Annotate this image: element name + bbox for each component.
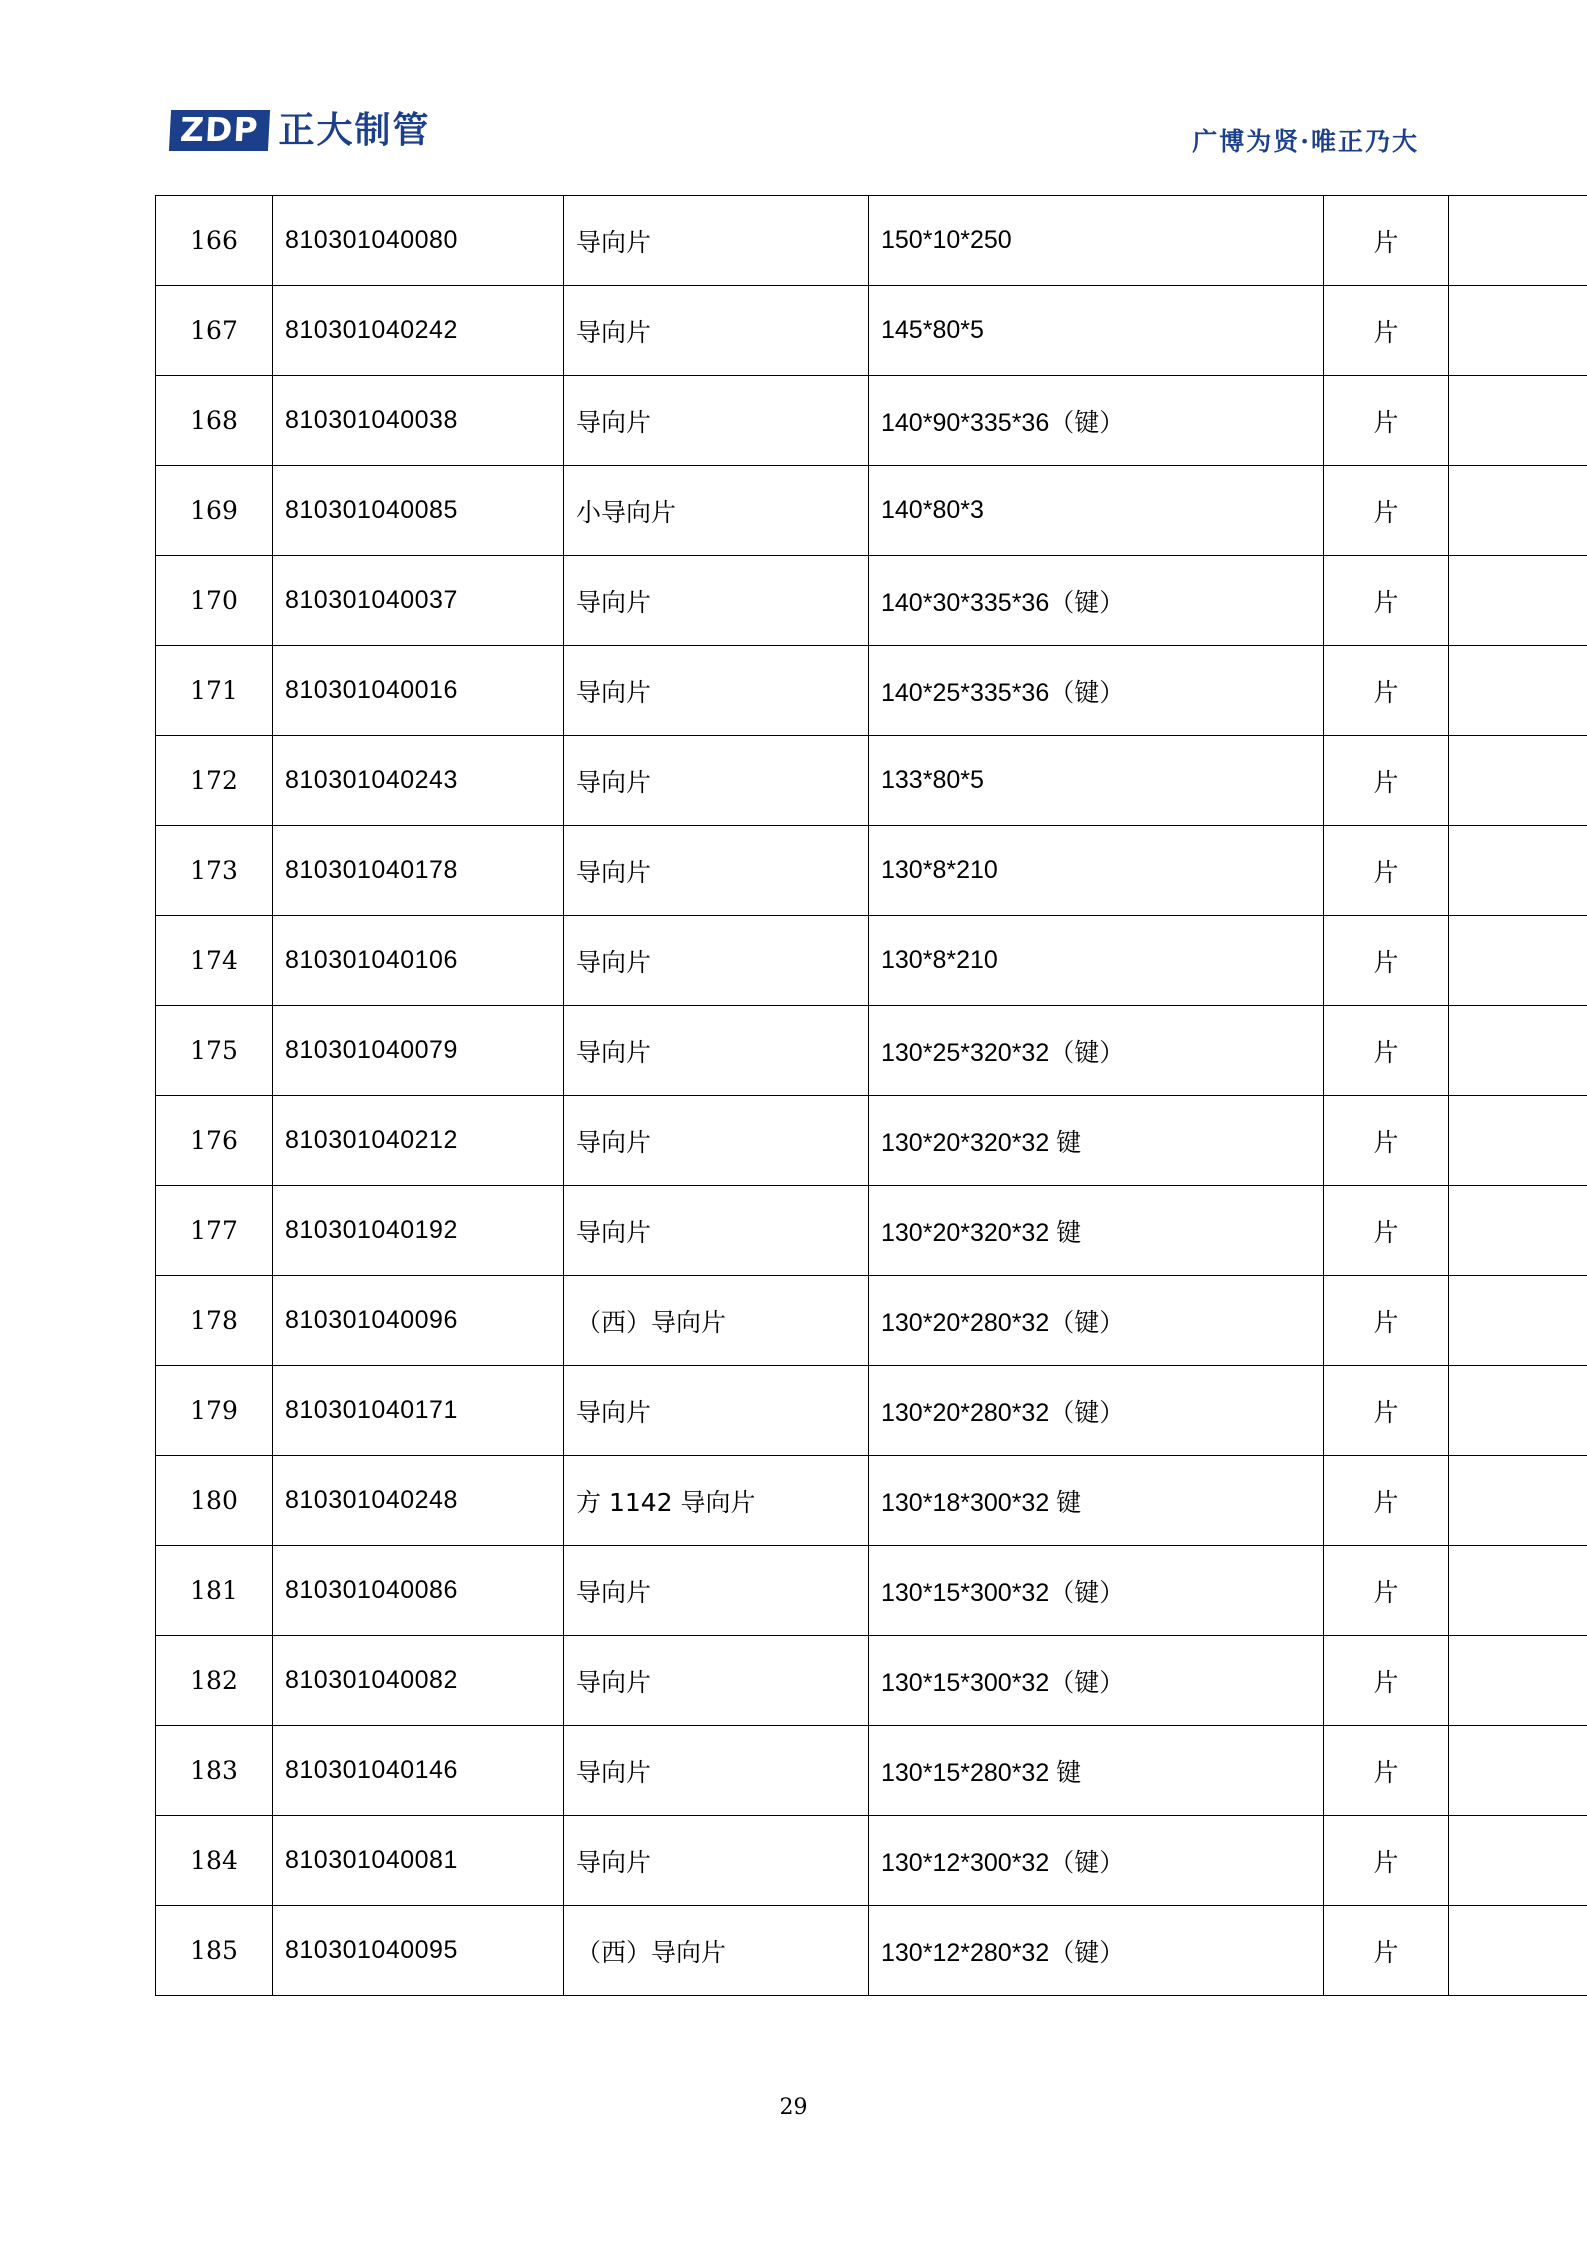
- cell-remark: [1449, 1456, 1587, 1546]
- cell-row-number: 183: [156, 1726, 273, 1816]
- table-row: [156, 1816, 1587, 1906]
- cell-remark: [1449, 1186, 1587, 1276]
- cell-row-number: 182: [156, 1636, 273, 1726]
- table-row: [156, 1276, 1587, 1366]
- cell-remark: [1449, 826, 1587, 916]
- cell-row-number: 174: [156, 916, 273, 1006]
- cell-material-code: 810301040079: [273, 1006, 564, 1096]
- cell-specification: 130*8*210: [869, 916, 1324, 1006]
- cell-specification: 145*80*5: [869, 286, 1324, 376]
- cell-remark: [1449, 646, 1587, 736]
- cell-part-name: 方 1142 导向片: [564, 1456, 869, 1546]
- cell-part-name: 导向片: [564, 826, 869, 916]
- cell-specification: 130*20*320*32 键: [869, 1186, 1324, 1276]
- table-row: [156, 1726, 1587, 1816]
- cell-specification: 130*25*320*32（键）: [869, 1006, 1324, 1096]
- cell-part-name: 导向片: [564, 286, 869, 376]
- cell-specification: 140*90*335*36（键）: [869, 376, 1324, 466]
- cell-remark: [1449, 1096, 1587, 1186]
- table-row: [156, 1906, 1587, 1996]
- cell-material-code: 810301040037: [273, 556, 564, 646]
- cell-row-number: 166: [156, 196, 273, 286]
- cell-specification: 130*12*300*32（键）: [869, 1816, 1324, 1906]
- cell-part-name: 导向片: [564, 556, 869, 646]
- cell-unit: 片: [1324, 1186, 1449, 1276]
- cell-specification: 130*8*210: [869, 826, 1324, 916]
- page-header: [0, 110, 1587, 180]
- cell-unit: 片: [1324, 1456, 1449, 1546]
- cell-part-name: 导向片: [564, 1726, 869, 1816]
- cell-material-code: 810301040080: [273, 196, 564, 286]
- cell-part-name: 导向片: [564, 1816, 869, 1906]
- cell-part-name: 导向片: [564, 916, 869, 1006]
- cell-unit: 片: [1324, 1726, 1449, 1816]
- cell-part-name: （西）导向片: [564, 1906, 869, 1996]
- cell-unit: 片: [1324, 1636, 1449, 1726]
- cell-remark: [1449, 196, 1587, 286]
- cell-material-code: 810301040038: [273, 376, 564, 466]
- cell-unit: 片: [1324, 736, 1449, 826]
- cell-unit: 片: [1324, 916, 1449, 1006]
- page-footer: [0, 2095, 1587, 2120]
- cell-remark: [1449, 1726, 1587, 1816]
- cell-part-name: 小导向片: [564, 466, 869, 556]
- cell-material-code: 810301040082: [273, 1636, 564, 1726]
- cell-unit: 片: [1324, 1546, 1449, 1636]
- cell-specification: 140*30*335*36（键）: [869, 556, 1324, 646]
- cell-specification: 130*12*280*32（键）: [869, 1906, 1324, 1996]
- cell-row-number: 178: [156, 1276, 273, 1366]
- cell-part-name: 导向片: [564, 376, 869, 466]
- cell-unit: 片: [1324, 1906, 1449, 1996]
- cell-remark: [1449, 736, 1587, 826]
- cell-part-name: 导向片: [564, 1636, 869, 1726]
- cell-material-code: 810301040096: [273, 1276, 564, 1366]
- parts-table: [155, 195, 1587, 1996]
- cell-row-number: 181: [156, 1546, 273, 1636]
- cell-unit: 片: [1324, 1006, 1449, 1096]
- logo-company-name: 正大制管: [278, 109, 431, 151]
- cell-specification: 150*10*250: [869, 196, 1324, 286]
- cell-row-number: 175: [156, 1006, 273, 1096]
- table-row: [156, 1636, 1587, 1726]
- cell-remark: [1449, 1636, 1587, 1726]
- cell-row-number: 184: [156, 1816, 273, 1906]
- cell-remark: [1449, 286, 1587, 376]
- cell-material-code: 810301040086: [273, 1546, 564, 1636]
- cell-material-code: 810301040146: [273, 1726, 564, 1816]
- cell-remark: [1449, 1006, 1587, 1096]
- table-row: [156, 1456, 1587, 1546]
- cell-remark: [1449, 466, 1587, 556]
- cell-row-number: 170: [156, 556, 273, 646]
- cell-part-name: 导向片: [564, 646, 869, 736]
- table-row: [156, 1366, 1587, 1456]
- cell-part-name: 导向片: [564, 1096, 869, 1186]
- cell-unit: 片: [1324, 1366, 1449, 1456]
- cell-row-number: 168: [156, 376, 273, 466]
- cell-specification: 130*15*300*32（键）: [869, 1546, 1324, 1636]
- company-slogan: 广博为贤·唯正乃大: [1192, 127, 1419, 156]
- cell-unit: 片: [1324, 646, 1449, 736]
- cell-specification: 140*80*3: [869, 466, 1324, 556]
- cell-material-code: 810301040106: [273, 916, 564, 1006]
- parts-table-body: [156, 196, 1587, 1996]
- cell-unit: 片: [1324, 466, 1449, 556]
- cell-specification: 130*15*280*32 键: [869, 1726, 1324, 1816]
- cell-remark: [1449, 1816, 1587, 1906]
- cell-part-name: （西）导向片: [564, 1276, 869, 1366]
- cell-unit: 片: [1324, 196, 1449, 286]
- cell-material-code: 810301040095: [273, 1906, 564, 1996]
- cell-remark: [1449, 916, 1587, 1006]
- cell-material-code: 810301040085: [273, 466, 564, 556]
- cell-specification: 130*20*320*32 键: [869, 1096, 1324, 1186]
- cell-material-code: 810301040248: [273, 1456, 564, 1546]
- cell-specification: 130*20*280*32（键）: [869, 1366, 1324, 1456]
- cell-row-number: 171: [156, 646, 273, 736]
- table-row: [156, 736, 1587, 826]
- cell-material-code: 810301040016: [273, 646, 564, 736]
- table-row: [156, 826, 1587, 916]
- cell-specification: 130*15*300*32（键）: [869, 1636, 1324, 1726]
- cell-unit: 片: [1324, 1096, 1449, 1186]
- table-row: [156, 646, 1587, 736]
- table-row: [156, 1096, 1587, 1186]
- cell-material-code: 810301040178: [273, 826, 564, 916]
- cell-unit: 片: [1324, 826, 1449, 916]
- cell-material-code: 810301040081: [273, 1816, 564, 1906]
- cell-part-name: 导向片: [564, 1366, 869, 1456]
- cell-specification: 140*25*335*36（键）: [869, 646, 1324, 736]
- cell-part-name: 导向片: [564, 1006, 869, 1096]
- cell-part-name: 导向片: [564, 1546, 869, 1636]
- page-number: 29: [779, 2095, 808, 2120]
- cell-row-number: 173: [156, 826, 273, 916]
- cell-specification: 133*80*5: [869, 736, 1324, 826]
- cell-material-code: 810301040212: [273, 1096, 564, 1186]
- company-logo: [170, 110, 431, 151]
- cell-row-number: 176: [156, 1096, 273, 1186]
- table-row: [156, 286, 1587, 376]
- cell-row-number: 177: [156, 1186, 273, 1276]
- cell-remark: [1449, 1906, 1587, 1996]
- cell-material-code: 810301040192: [273, 1186, 564, 1276]
- cell-specification: 130*20*280*32（键）: [869, 1276, 1324, 1366]
- cell-remark: [1449, 376, 1587, 466]
- cell-row-number: 172: [156, 736, 273, 826]
- cell-part-name: 导向片: [564, 1186, 869, 1276]
- table-row: [156, 556, 1587, 646]
- cell-remark: [1449, 1546, 1587, 1636]
- cell-remark: [1449, 1366, 1587, 1456]
- cell-specification: 130*18*300*32 键: [869, 1456, 1324, 1546]
- cell-remark: [1449, 556, 1587, 646]
- cell-unit: 片: [1324, 1276, 1449, 1366]
- table-row: [156, 1546, 1587, 1636]
- cell-unit: 片: [1324, 556, 1449, 646]
- cell-material-code: 810301040242: [273, 286, 564, 376]
- cell-row-number: 167: [156, 286, 273, 376]
- cell-material-code: 810301040243: [273, 736, 564, 826]
- cell-unit: 片: [1324, 1816, 1449, 1906]
- table-row: [156, 376, 1587, 466]
- table-row: [156, 1186, 1587, 1276]
- table-row: [156, 196, 1587, 286]
- parts-table-container: [155, 195, 1432, 1996]
- cell-part-name: 导向片: [564, 196, 869, 286]
- cell-remark: [1449, 1276, 1587, 1366]
- cell-part-name: 导向片: [564, 736, 869, 826]
- cell-material-code: 810301040171: [273, 1366, 564, 1456]
- table-row: [156, 1006, 1587, 1096]
- table-row: [156, 466, 1587, 556]
- cell-unit: 片: [1324, 286, 1449, 376]
- cell-row-number: 179: [156, 1366, 273, 1456]
- cell-unit: 片: [1324, 376, 1449, 466]
- cell-row-number: 180: [156, 1456, 273, 1546]
- table-row: [156, 916, 1587, 1006]
- logo-mark-zdp: ZDP: [169, 110, 270, 151]
- cell-row-number: 169: [156, 466, 273, 556]
- cell-row-number: 185: [156, 1906, 273, 1996]
